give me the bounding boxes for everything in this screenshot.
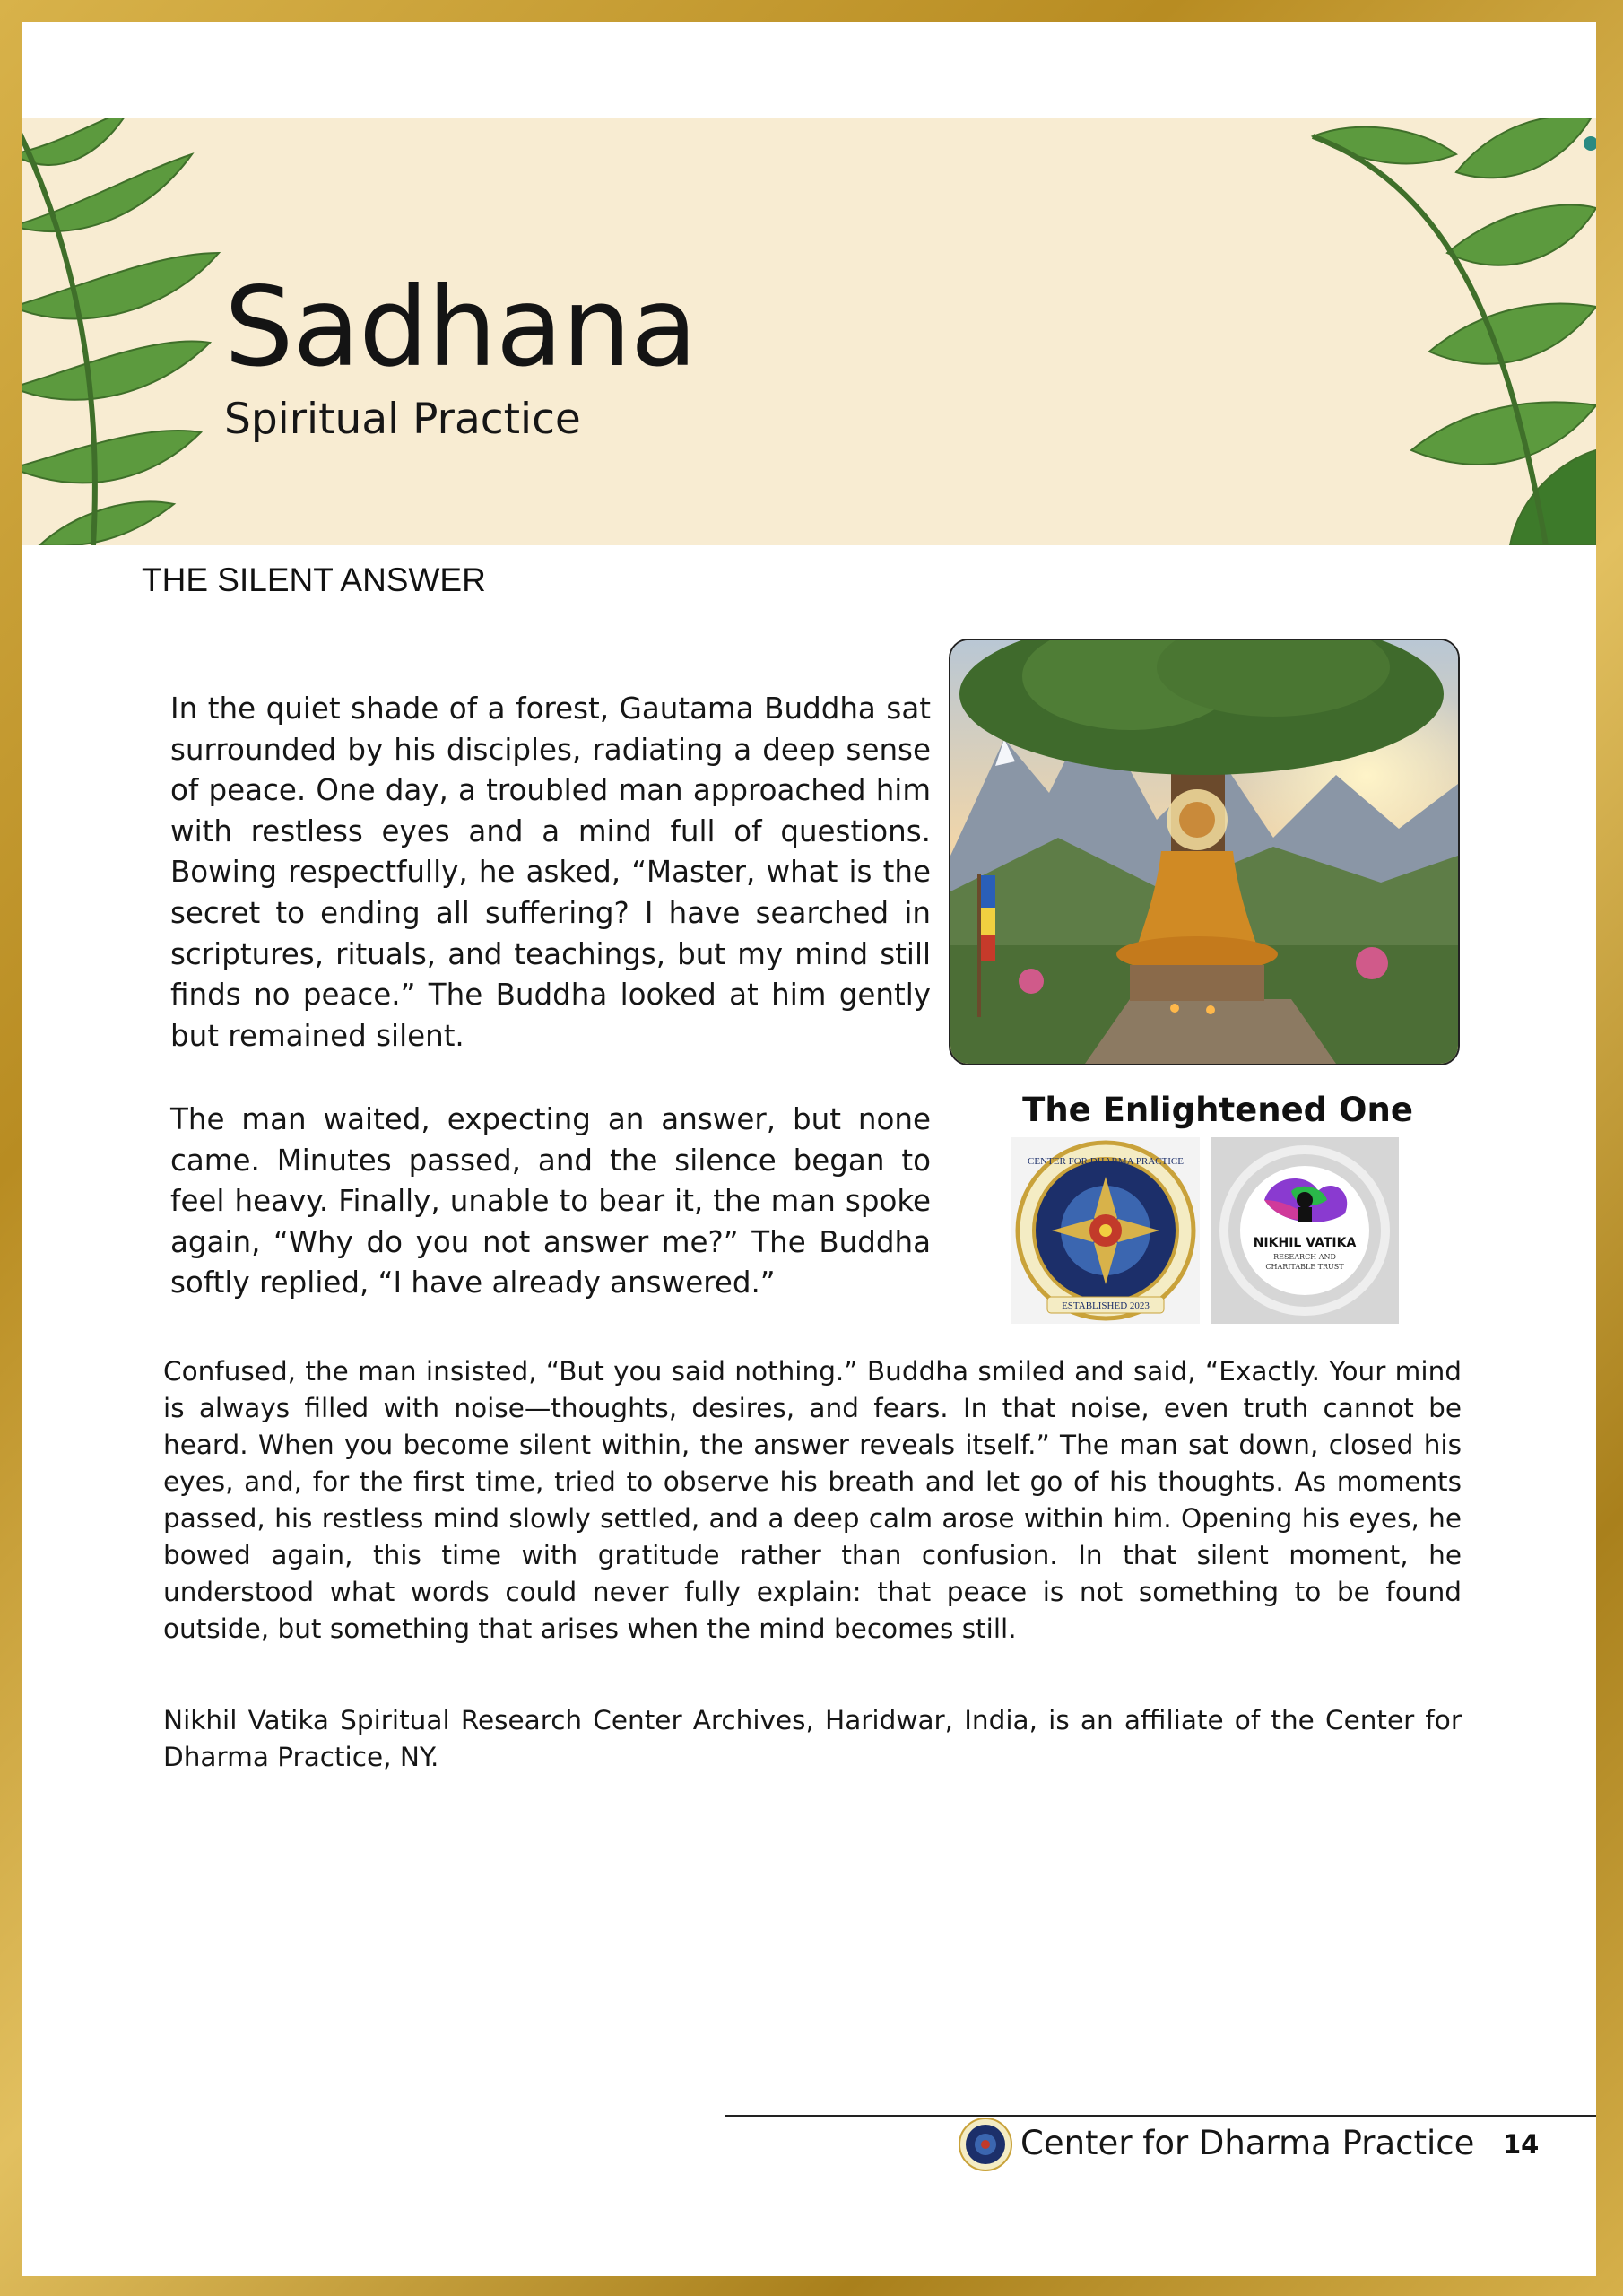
page-number: 14: [1503, 2129, 1540, 2160]
page-title: Sadhana: [224, 264, 697, 391]
footer-seal-icon: [958, 2117, 1013, 2172]
footer-org-name: Center for Dharma Practice: [1020, 2124, 1475, 2162]
page: [22, 22, 1596, 2276]
article-paragraph: In the quiet shade of a forest, Gautama Buddha sat surrounded by his disciples, radiating a deep sense of peace. One day, a troubled man approached him with restless eyes and a mind full of questions. Bowing respectfully, he asked, “Master, what is the secret to ending all suffering? I have searched in scriptures, rituals, and teachings, but my mind still finds no peace.” The Buddha looked at him gently but remained silent.: [170, 691, 931, 1053]
article-paragraph: Confused, the man insisted, “But you said nothing.” Buddha smiled and said, “Exactly. Your mind is always filled with noise—thoughts, desires, and fears. In that noise, even truth cannot be heard. When you become silent within, the answer reveals itself.” The man sat down, closed his eyes, and, for the first time, tried to observe his breath and let go of his thoughts. As moments passed, his restless mind slowly settled, and a deep calm arose within him. Opening his eyes, he bowed again, this time with gratitude rather than confusion. In that silent moment, he understood what words could never fully explain: that peace is not something to be found outside, but something that arises when the mind becomes still.: [163, 1356, 1462, 1644]
figure-caption: The Enlightened One: [1022, 1091, 1413, 1129]
nikhil-vatika-emblem-icon: [1211, 1137, 1399, 1324]
nv-line1-text: RESEARCH AND: [1273, 1253, 1336, 1261]
header-banner: [22, 118, 1596, 545]
page-subtitle: Spiritual Practice: [224, 395, 581, 444]
article-paragraph: The man waited, expecting an answer, but none came. Minutes passed, and the silence began to feel heavy. Finally, unable to bear it, the man spoke again, “Why do you not answer me?” The Buddha softly replied, “I have already answered.”: [170, 1102, 931, 1300]
affiliation-note: Nikhil Vatika Spiritual Research Center Archives, Haridwar, India, is an affiliate of the Center for Dharma Practice, NY.: [163, 1705, 1462, 1772]
nv-name-text: NIKHIL VATIKA: [1253, 1236, 1357, 1250]
footer-divider: [725, 2115, 1596, 2117]
seal-top-text: CENTER FOR DHARMA PRACTICE: [1028, 1156, 1184, 1167]
dharma-wheel-seal-icon: [1011, 1137, 1200, 1324]
buddha-illustration: [949, 639, 1460, 1065]
seal-bottom-text: ESTABLISHED 2023: [1062, 1300, 1150, 1311]
buddha-under-tree-icon: [950, 640, 1458, 1064]
article-heading: THE SILENT ANSWER: [142, 561, 486, 598]
leaf-decoration-left-icon: [22, 118, 255, 545]
nv-line2-text: CHARITABLE TRUST: [1265, 1263, 1344, 1271]
nikhil-vatika-logo: [1211, 1137, 1399, 1324]
leaf-decoration-right-icon: [1277, 118, 1596, 545]
cdp-seal-logo: [1011, 1137, 1200, 1324]
